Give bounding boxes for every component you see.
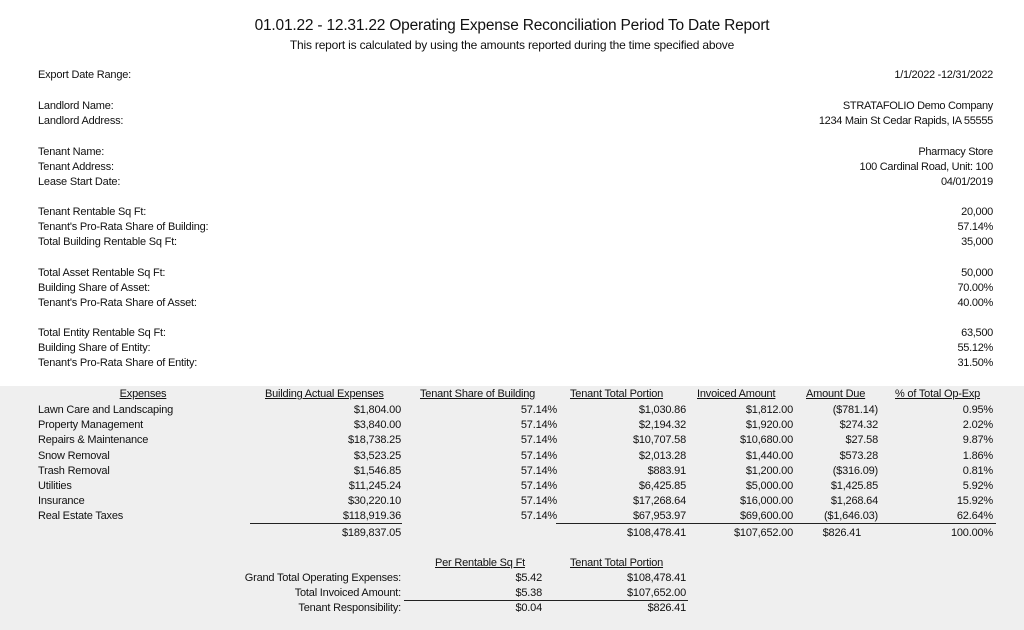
summary-portion-responsibility: $826.41: [647, 602, 686, 614]
tenant-share-asset-label: Tenant's Pro-Rata Share of Asset:: [38, 297, 197, 309]
amount-due-cell: $573.28: [839, 449, 878, 462]
tenant-portion-cell: $2,013.28: [638, 449, 686, 462]
export-date-range-label: Export Date Range:: [38, 69, 132, 81]
tenant-address-value: 100 Cardinal Road, Unit: 100: [859, 161, 993, 173]
col-header-percent-total: % of Total Op-Exp: [895, 388, 981, 400]
building-share-asset-value: 70.00%: [957, 282, 993, 294]
landlord-address-label: Landlord Address:: [38, 115, 124, 127]
totals-separator-building: [250, 523, 402, 524]
invoiced-amount-cell: $16,000.00: [739, 495, 793, 508]
totals-separator-right: [556, 523, 996, 524]
summary-header-tenant-portion: Tenant Total Portion: [570, 557, 664, 569]
building-actual-cell: $11,245.24: [348, 480, 401, 492]
building-actual-cell: $3,523.25: [353, 449, 401, 462]
tenant-share-cell: 57.14%: [520, 419, 557, 432]
building-actual-cell: $30,220.10: [347, 495, 401, 508]
building-actual-cell: $1,546.85: [353, 464, 401, 477]
percent-total-cell: 1.86%: [962, 449, 993, 462]
invoiced-amount-cell: $1,440.00: [745, 449, 793, 462]
tenant-share-cell: 57.14%: [520, 480, 557, 492]
report-title: 01.01.22 - 12.31.22 Operating Expense Reconciliation Period To Date Report: [254, 17, 770, 34]
tenant-share-cell: 57.14%: [520, 464, 557, 477]
expense-name-cell: Property Management: [38, 419, 144, 432]
amount-due-cell: $1,268.64: [830, 495, 878, 508]
building-share-entity-label: Building Share of Entity:: [38, 342, 151, 354]
col-header-tenant-portion: Tenant Total Portion: [570, 388, 664, 400]
tenant-name-value: Pharmacy Store: [918, 146, 993, 158]
total-entity-sqft-label: Total Entity Rentable Sq Ft:: [38, 327, 166, 339]
tenant-portion-cell: $17,268.64: [632, 495, 686, 508]
tenant-rentable-sqft-label: Tenant Rentable Sq Ft:: [38, 206, 147, 218]
landlord-name-value: STRATAFOLIO Demo Company: [842, 100, 993, 112]
lease-start-date-label: Lease Start Date:: [38, 176, 121, 188]
export-date-range-value: 1/1/2022 -12/31/2022: [894, 69, 993, 81]
tenant-share-asset-value: 40.00%: [957, 297, 993, 309]
total-building-sqft-label: Total Building Rentable Sq Ft:: [38, 236, 177, 248]
summary-label-invoiced: Total Invoiced Amount:: [294, 587, 401, 599]
col-header-invoiced: Invoiced Amount: [697, 388, 776, 400]
building-actual-cell: $1,804.00: [353, 404, 401, 416]
tenant-share-entity-value: 31.50%: [957, 357, 993, 369]
summary-header-per-sqft: Per Rentable Sq Ft: [435, 557, 525, 569]
percent-total-cell: 9.87%: [962, 434, 993, 447]
tenant-portion-cell: $10,707.58: [632, 434, 686, 447]
col-header-tenant-share: Tenant Share of Building: [420, 388, 536, 400]
total-amount-due: $826.41: [822, 527, 861, 539]
col-header-expenses: Expenses: [119, 388, 167, 400]
invoiced-amount-cell: $1,920.00: [745, 419, 793, 432]
amount-due-cell: ($1,646.03): [823, 510, 878, 523]
expense-name-cell: Lawn Care and Landscaping: [38, 404, 174, 416]
tenant-share-cell: 57.14%: [520, 434, 557, 447]
percent-total-cell: 5.92%: [962, 480, 993, 492]
expense-name-cell: Real Estate Taxes: [38, 510, 124, 523]
tenant-share-cell: 57.14%: [520, 449, 557, 462]
col-header-amount-due: Amount Due: [806, 388, 866, 400]
summary-label-responsibility: Tenant Responsibility:: [298, 602, 401, 614]
amount-due-cell: ($781.14): [832, 404, 878, 416]
tenant-share-entity-label: Tenant's Pro-Rata Share of Entity:: [38, 357, 198, 369]
building-actual-cell: $18,738.25: [347, 434, 401, 447]
tenant-rentable-sqft-value: 20,000: [961, 206, 993, 218]
total-entity-sqft-value: 63,500: [961, 327, 993, 339]
building-actual-cell: $3,840.00: [353, 419, 401, 432]
percent-total-cell: 62.64%: [956, 510, 993, 523]
amount-due-cell: $274.32: [839, 419, 878, 432]
summary-label-grand-total: Grand Total Operating Expenses:: [244, 572, 401, 584]
total-asset-sqft-label: Total Asset Rentable Sq Ft:: [38, 267, 166, 279]
tenant-portion-cell: $883.91: [647, 464, 686, 477]
tenant-portion-cell: $6,425.85: [638, 480, 686, 492]
building-actual-cell: $118,919.36: [342, 510, 401, 523]
amount-due-cell: ($316.09): [832, 464, 878, 477]
lease-start-date-value: 04/01/2019: [940, 176, 993, 188]
col-header-building-actual: Building Actual Expenses: [265, 388, 384, 400]
tenant-address-label: Tenant Address:: [38, 161, 114, 173]
percent-total-cell: 0.81%: [962, 464, 993, 477]
total-tenant-portion: $108,478.41: [627, 527, 686, 539]
invoiced-amount-cell: $69,600.00: [739, 510, 793, 523]
invoiced-amount-cell: $10,680.00: [739, 434, 793, 447]
summary-per-sqft-responsibility: $0.04: [515, 602, 542, 614]
tenant-share-cell: 57.14%: [520, 510, 557, 523]
tenant-share-cell: 57.14%: [520, 495, 557, 508]
invoiced-amount-cell: $5,000.00: [745, 480, 793, 492]
amount-due-cell: $1,425.85: [830, 480, 878, 492]
summary-separator: [404, 600, 688, 601]
total-asset-sqft-value: 50,000: [961, 267, 993, 279]
landlord-address-value: 1234 Main St Cedar Rapids, IA 55555: [818, 115, 993, 127]
total-invoiced: $107,652.00: [734, 527, 793, 539]
tenant-name-label: Tenant Name:: [38, 146, 105, 158]
percent-total-cell: 2.02%: [962, 419, 993, 432]
invoiced-amount-cell: $1,812.00: [745, 404, 793, 416]
tenant-share-building-value: 57.14%: [957, 221, 993, 233]
tenant-share-cell: 57.14%: [520, 404, 557, 416]
percent-total-cell: 15.92%: [956, 495, 993, 508]
summary-per-sqft-invoiced: $5.38: [515, 587, 542, 599]
summary-portion-invoiced: $107,652.00: [627, 587, 686, 599]
expense-name-cell: Repairs & Maintenance: [38, 434, 149, 447]
summary-per-sqft-grand-total: $5.42: [515, 572, 542, 584]
total-percent: 100.00%: [950, 527, 993, 539]
invoiced-amount-cell: $1,200.00: [745, 464, 793, 477]
building-share-asset-label: Building Share of Asset:: [38, 282, 150, 294]
percent-total-cell: 0.95%: [962, 404, 993, 416]
tenant-portion-cell: $2,194.32: [638, 419, 686, 432]
tenant-share-building-label: Tenant's Pro-Rata Share of Building:: [38, 221, 209, 233]
expense-name-cell: Trash Removal: [38, 464, 110, 477]
tenant-portion-cell: $67,953.97: [632, 510, 686, 523]
tenant-portion-cell: $1,030.86: [638, 404, 686, 416]
amount-due-cell: $27.58: [845, 434, 878, 447]
building-share-entity-value: 55.12%: [957, 342, 993, 354]
total-building-sqft-value: 35,000: [961, 236, 993, 248]
report-subtitle: This report is calculated by using the amounts reported during the time specified above: [289, 38, 735, 52]
expense-name-cell: Snow Removal: [38, 449, 110, 462]
landlord-name-label: Landlord Name:: [38, 100, 114, 112]
total-building-actual: $189,837.05: [342, 527, 401, 539]
expense-name-cell: Insurance: [38, 495, 85, 508]
expense-name-cell: Utilities: [38, 480, 72, 492]
summary-portion-grand-total: $108,478.41: [627, 572, 686, 584]
